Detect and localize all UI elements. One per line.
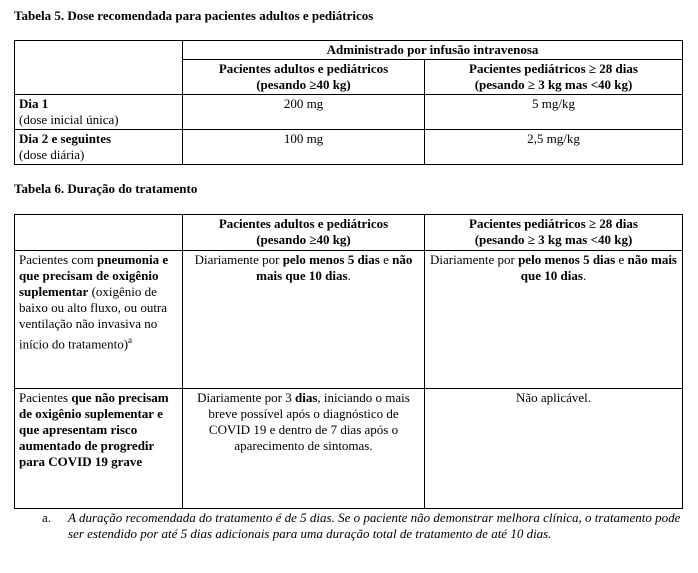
adult-column-header: [183, 215, 425, 251]
adult-header-line2: (pesando ≥40 kg): [256, 77, 351, 92]
adult-column-header: [183, 60, 425, 95]
pediatric-column-header: [425, 60, 683, 95]
row-label: [15, 95, 183, 130]
row-label-note: (dose diária): [19, 147, 85, 162]
adult-dose: 100 mg: [183, 130, 425, 165]
table6-caption: Tabela 6. Duração do tratamento: [14, 181, 198, 196]
label-detail: (oxigênio de baixo ou alto fluxo, ou outra ventilação não invasiva no início do tratamento): [19, 284, 168, 352]
empty-corner-cell: [15, 41, 183, 95]
table5-caption: Tabela 5. Dose recomendada para pacientes adultos e pediátricos: [14, 8, 374, 23]
group-header: Administrado por infusão intravenosa: [183, 41, 683, 60]
footnote-text: A duração recomendada do tratamento é de 5 dias. Se o paciente não demonstrar melhora clínica, o tratamento pode ser estendido por até 5 dias adicionais para uma duração total de tratamento de até 10 dias.: [68, 510, 681, 541]
pediatric-header-line1: Pacientes pediátricos ≥ 28 dias: [469, 216, 638, 231]
duration-min: pelo menos 5 dias: [282, 252, 380, 267]
pediatric-dose: 2,5 mg/kg: [425, 130, 683, 165]
row-label-note: (dose inicial única): [19, 112, 119, 127]
duration-text: Diariamente por 3: [197, 390, 292, 405]
duration-text: .: [582, 268, 587, 283]
duration-text: e: [383, 252, 389, 267]
pediatric-duration: [425, 251, 683, 389]
label-condition: que não precisam de oxigênio suplementar e que apresentam risco aumentado de progredir para COVID 19 grave: [19, 390, 169, 469]
adult-header-line2: (pesando ≥40 kg): [256, 232, 351, 247]
pediatric-header-line2: (pesando ≥ 3 kg mas <40 kg): [474, 232, 633, 247]
adult-dose: 200 mg: [183, 95, 425, 130]
label-condition: pneumonia e que precisam de oxigênio suplementar: [19, 252, 169, 299]
table-row: [15, 389, 683, 509]
duration-min: pelo menos 5 dias: [518, 252, 616, 267]
empty-corner-cell: [15, 215, 183, 251]
duration-text: Diariamente por: [430, 252, 515, 267]
row-label-title: Dia 1: [19, 96, 49, 111]
table-row: [15, 95, 683, 130]
duration-table: [14, 214, 683, 509]
pediatric-header-line2: (pesando ≥ 3 kg mas <40 kg): [474, 77, 633, 92]
duration-text: e: [618, 252, 625, 267]
footnote-marker: a.: [42, 510, 52, 525]
pediatric-header-line1: Pacientes pediátricos ≥ 28 dias: [469, 61, 638, 76]
label-intro: Pacientes: [19, 390, 69, 405]
row-label: [15, 389, 183, 509]
duration-text: .: [347, 268, 351, 283]
label-intro: Pacientes com: [19, 252, 94, 267]
duration-max: não mais que 10 dias: [256, 252, 413, 283]
duration-text: Diariamente por: [194, 252, 280, 267]
table-row: [15, 251, 683, 389]
table-row: [15, 130, 683, 165]
pediatric-dose: 5 mg/kg: [425, 95, 683, 130]
pediatric-duration: Não aplicável.: [425, 389, 683, 509]
duration-text: , iniciando o mais breve possível após o diagnóstico de COVID 19 e dentro de 7 dias após o aparecimento de sintomas.: [208, 390, 410, 453]
duration-days: dias: [294, 390, 318, 405]
row-label: [15, 130, 183, 165]
row-label-title: Dia 2 e seguintes: [19, 131, 112, 146]
adult-header-line1: Pacientes adultos e pediátricos: [218, 61, 389, 76]
pediatric-column-header: [425, 215, 683, 251]
footnote-ref: a: [128, 335, 133, 345]
adult-duration: [183, 251, 425, 389]
footnote: [42, 510, 687, 542]
adult-header-line1: Pacientes adultos e pediátricos: [218, 216, 389, 231]
row-label: [15, 251, 183, 389]
duration-max: não mais que 10 dias: [520, 252, 677, 283]
dose-table: [14, 40, 683, 165]
adult-duration: [183, 389, 425, 509]
